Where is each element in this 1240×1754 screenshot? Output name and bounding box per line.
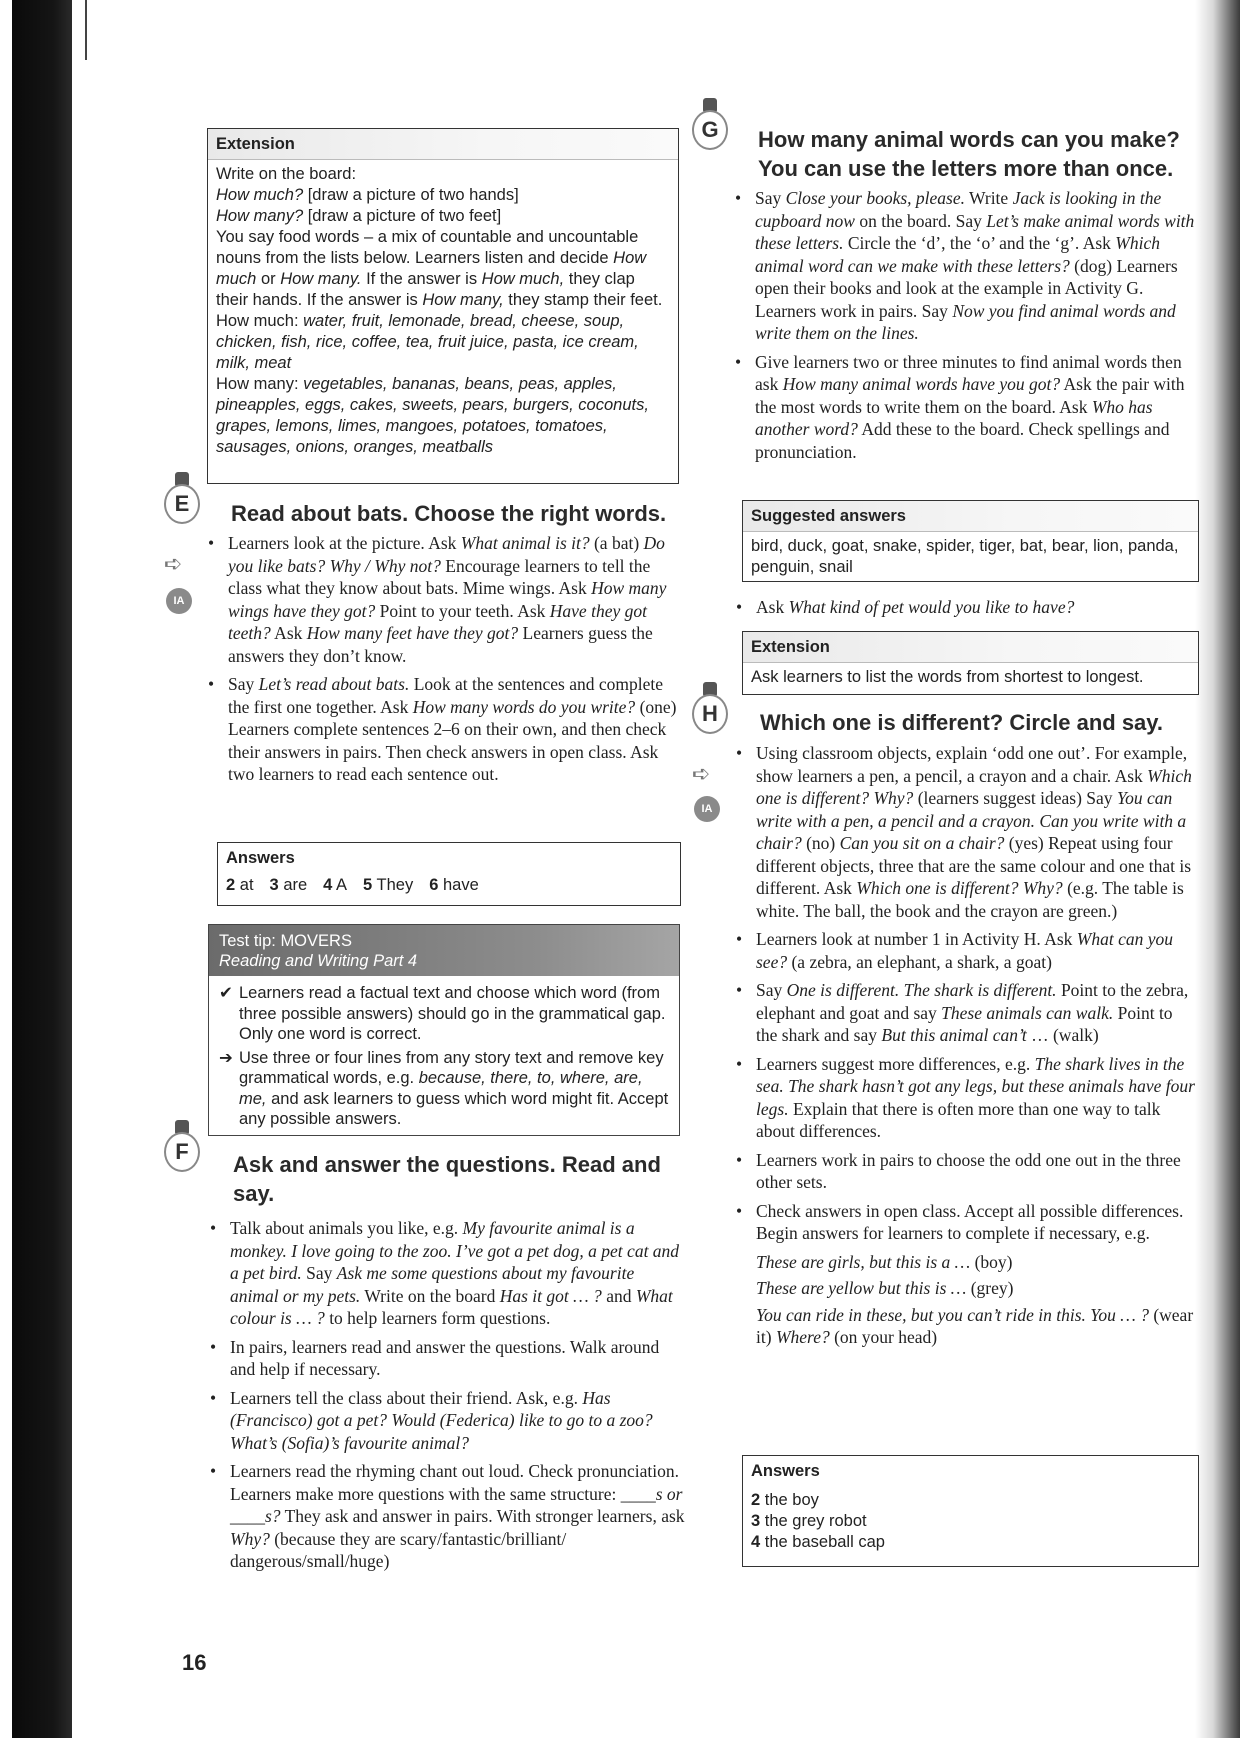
italic-text: Now you find animal words and write them on the lines. xyxy=(755,300,1176,343)
text-run: Give learners two or three minutes to find animal words then ask xyxy=(755,351,1182,394)
text-run: Circle the ‘d’, the ‘o’ and the ‘g’. Ask xyxy=(843,233,1116,253)
answer-item xyxy=(323,876,347,894)
text-run: Point to the zebra, elephant and goat and say xyxy=(756,980,1189,1023)
italic-text: Where? xyxy=(775,1327,830,1347)
page-number: 16 xyxy=(182,1650,207,1675)
extension-2-text: Ask learners to list the words from shortest to longest. xyxy=(751,668,1144,686)
italic-text: Who has another word? xyxy=(755,396,1153,439)
text-run: Look at the sentences and complete the first one together. Ask xyxy=(228,674,663,717)
italic-text: Has (Francisco) got a pet? Would (Federica) like to go to a zoo? What’s (Sofia)’s favourite animal? xyxy=(230,1387,653,1453)
text-run: (dog) Learners open their books and look at the example in Activity G. Learners work in pairs. Say xyxy=(755,255,1178,321)
answers-h-list xyxy=(743,1486,1198,1559)
scan-margin-left xyxy=(0,0,12,1754)
answer-item xyxy=(270,876,308,894)
text-run: Learners look at number 1 in Activity H. Ask xyxy=(756,929,1077,949)
bullet-item xyxy=(734,742,1196,922)
answers-e-title: Answers xyxy=(226,849,295,867)
extension-line xyxy=(216,374,670,458)
lightbulb-icon xyxy=(692,682,728,744)
answer-text: They xyxy=(372,876,414,894)
section-h-bullet-list xyxy=(734,742,1196,1245)
italic-text: What can you see? xyxy=(756,929,1174,972)
bullet-item xyxy=(734,979,1196,1047)
answers-h-box xyxy=(742,1455,1199,1567)
italic-text: ____s or ____s? xyxy=(230,1483,683,1526)
italic-text: Jack is looking in the cupboard now xyxy=(755,188,1162,231)
italic-text: How many, xyxy=(422,291,504,309)
bullet-text xyxy=(756,928,1196,973)
answer-item xyxy=(429,876,479,894)
italic-text: These animals can walk. xyxy=(941,1002,1114,1023)
section-e-heading: Read about bats. Choose the right words. xyxy=(231,501,667,526)
italic-text: These are girls, but this is a … xyxy=(756,1251,975,1272)
checkmark-icon: ✔ xyxy=(219,983,233,1002)
italic-text: Has it got … ? xyxy=(499,1285,602,1306)
italic-text: Which one is different? Why? xyxy=(856,878,1063,898)
answer-item xyxy=(751,1490,1190,1511)
answer-text: have xyxy=(438,876,479,894)
bullet-item xyxy=(208,1460,686,1573)
tip-text xyxy=(239,1049,668,1129)
scan-shadow-right xyxy=(1195,0,1240,1754)
test-tip-box xyxy=(208,924,680,1136)
extension-line xyxy=(216,164,670,185)
arrow-right-icon: ➔ xyxy=(219,1047,233,1067)
text-run: (grey) xyxy=(970,1278,1014,1298)
text-run: (a bat) xyxy=(589,533,644,553)
text-run: (learners suggest ideas) Say xyxy=(913,788,1117,808)
answer-number: 3 xyxy=(751,1512,761,1530)
text-run: and ask learners to guess which word might fit. Accept any possible answers. xyxy=(239,1089,669,1128)
bullet-dot-icon: • xyxy=(736,980,743,1000)
section-h-examples xyxy=(734,1251,1196,1349)
text-run: Point to your teeth. Ask xyxy=(375,600,550,621)
bullet-item xyxy=(734,1149,1196,1194)
extension-box xyxy=(207,128,679,484)
bullet-dot-icon: • xyxy=(210,1461,217,1481)
text-run: to help learners form questions. xyxy=(324,1308,551,1328)
answer-item xyxy=(751,1511,1190,1532)
text-run: Say xyxy=(756,980,787,1000)
answer-text: are xyxy=(278,876,308,894)
answer-number: 4 xyxy=(751,1533,761,1551)
text-run: Learners look at the picture. Ask xyxy=(228,533,461,553)
italic-text: You can write with a pen, a pencil and a crayon. Can you write with a chair? xyxy=(756,788,1187,853)
example-line xyxy=(734,1304,1196,1349)
italic-text: How much? xyxy=(216,186,304,204)
text-run: they stamp their feet. xyxy=(503,291,663,309)
italic-text: Have they got teeth? xyxy=(228,600,647,643)
text-run: Ask xyxy=(756,597,789,617)
bullet-dot-icon: • xyxy=(736,929,743,949)
section-letter-h: H xyxy=(692,694,728,734)
text-run: they clap their hands. If the answer is xyxy=(216,270,635,309)
ia-badge-icon: IA xyxy=(694,796,720,822)
italic-text: Can you sit on a chair? xyxy=(839,833,1005,853)
italic-text: What kind of pet would you like to have? xyxy=(788,597,1075,617)
text-run: Learners suggest more differences, e.g. xyxy=(756,1053,1035,1074)
text-run: Say xyxy=(228,674,259,694)
text-run: (yes) Repeat using four different objects, three that are the same colour and one that is different. Ask xyxy=(756,833,1192,898)
italic-text: The shark lives in the sea. The shark hasn’t got any legs, but these animals have four legs. xyxy=(756,1053,1195,1119)
section-g-bullets xyxy=(733,187,1195,469)
italic-text: Let’s read about bats. xyxy=(258,674,410,694)
example-line xyxy=(734,1277,1196,1300)
bullet-item xyxy=(208,1217,686,1330)
text-run: Check answers in open class. Accept all possible differences. Begin answers for learners to complete if necessary, e.g. xyxy=(756,1200,1184,1243)
tip-text xyxy=(239,984,665,1043)
bullet-dot-icon: • xyxy=(210,1336,217,1357)
text-run: Ask the pair with the most words to write them on the board. Ask xyxy=(755,374,1185,417)
italic-text: How many words do you write? xyxy=(412,696,636,717)
answers-h-title: Answers xyxy=(751,1462,820,1480)
bullet-text xyxy=(756,742,1196,922)
extension-line xyxy=(216,185,670,206)
section-h-bullets xyxy=(734,742,1196,1353)
answer-text: the grey robot xyxy=(760,1512,867,1530)
bullet-dot-icon: • xyxy=(210,1387,217,1408)
bullet-item xyxy=(734,928,1196,973)
bullet-dot-icon: • xyxy=(210,1218,217,1238)
bullet-text xyxy=(756,596,1196,619)
answer-number: 6 xyxy=(429,876,439,894)
suggested-answers-box xyxy=(742,500,1199,582)
answer-number: 4 xyxy=(323,876,333,894)
italic-text: How much xyxy=(216,249,647,288)
answer-text: the baseball cap xyxy=(760,1533,885,1551)
section-letter-g: G xyxy=(692,110,728,150)
answer-text: A xyxy=(332,876,348,894)
text-run: Encourage learners to tell the class what they know about bats. Mime wings. Ask xyxy=(228,555,651,598)
text-run: Write on the board: xyxy=(216,165,357,183)
text-run: [draw a picture of two hands] xyxy=(303,186,519,204)
bullet-item xyxy=(734,1053,1196,1143)
section-g-bullet-pet xyxy=(734,596,1196,625)
bullet-text xyxy=(230,1387,686,1455)
italic-text: But this animal can’t xyxy=(881,1025,1027,1045)
italic-text: What colour is … ? xyxy=(230,1285,673,1328)
extension-body xyxy=(208,160,678,464)
section-e-bullets xyxy=(206,532,684,792)
italic-text: Do you like bats? Why / Why not? xyxy=(228,533,665,576)
text-run: Explain that there is often more than one way to talk about differences. xyxy=(756,1098,1161,1141)
bullet-text xyxy=(230,1336,686,1381)
section-letter-f: F xyxy=(164,1132,200,1172)
text-run: (e.g. The table is white. The ball, the book and the crayon are green.) xyxy=(756,878,1184,921)
text-run: Learners guess the answers they don’t know. xyxy=(228,623,653,666)
section-f-bullets xyxy=(208,1217,686,1579)
italic-text: Let’s make animal words with these letters. xyxy=(755,210,1195,253)
italic-text: You can ride in these, but you can’t ride in this. You … ? xyxy=(756,1304,1149,1325)
bullet-dot-icon: • xyxy=(735,188,742,208)
italic-text: My favourite animal is a monkey. I love going to the zoo. I’ve got a pet dog, a pet cat and a pet bird. xyxy=(230,1218,680,1283)
bullet-dot-icon: • xyxy=(736,1200,743,1221)
arrow-icon: ➪ xyxy=(692,762,711,787)
bullet-text xyxy=(756,979,1196,1047)
bullet-item xyxy=(208,1336,686,1381)
lightbulb-icon xyxy=(164,1120,200,1182)
text-run: Say xyxy=(755,188,786,208)
bullet-dot-icon: • xyxy=(208,674,215,694)
extension-2-box xyxy=(742,631,1199,695)
italic-text: How many animal words have you got? xyxy=(782,374,1061,394)
extension-title: Extension xyxy=(208,129,678,160)
italic-text: What animal is it? xyxy=(460,533,590,553)
text-run: Say xyxy=(301,1263,337,1283)
italic-text: How many. xyxy=(280,270,362,288)
answers-e-list xyxy=(218,873,680,902)
text-run: Write xyxy=(964,188,1013,208)
bullet-item xyxy=(734,596,1196,619)
answer-item xyxy=(226,876,254,894)
bullet-text xyxy=(228,673,684,786)
text-run: They ask and answer in pairs. With stronger learners, ask xyxy=(280,1506,685,1526)
answer-item xyxy=(363,876,413,894)
text-run: Point to the shark and say xyxy=(756,1002,1173,1045)
text-run: Write on the board xyxy=(360,1285,500,1306)
bullet-dot-icon: • xyxy=(208,533,215,553)
bullet-item xyxy=(206,673,684,786)
bullet-text xyxy=(755,187,1195,345)
bullet-item xyxy=(206,532,684,667)
suggested-answers-title: Suggested answers xyxy=(743,501,1198,532)
bullet-dot-icon: • xyxy=(735,351,742,372)
text-run: In pairs, learners read and answer the questions. Walk around and help if necessary. xyxy=(230,1336,660,1379)
text-run: (no) xyxy=(801,833,840,853)
tip-row xyxy=(219,983,669,1045)
bullet-text xyxy=(755,351,1195,464)
suggested-answers-text: bird, duck, goat, snake, spider, tiger, bat, bear, lion, panda, penguin, snail xyxy=(751,537,1179,576)
text-run: Ask xyxy=(270,623,307,643)
bullet-item xyxy=(734,1200,1196,1245)
answer-item xyxy=(751,1532,1190,1553)
italic-text: water, fruit, lemonade, bread, cheese, soup, chicken, fish, rice, coffee, tea, fruit juice, pasta, ice cream, milk, meat xyxy=(216,312,639,372)
extension-line xyxy=(216,311,670,374)
answer-text: the boy xyxy=(760,1491,819,1509)
text-run: How many: xyxy=(216,375,304,393)
lightbulb-icon xyxy=(692,98,728,160)
text-run: Learners tell the class about their friend. Ask, e.g. xyxy=(230,1387,583,1408)
bullet-item xyxy=(733,187,1195,345)
answer-number: 2 xyxy=(751,1491,761,1509)
text-run: (because they are scary/fantastic/brilliant/ dangerous/small/huge) xyxy=(230,1528,567,1571)
bullet-dot-icon: • xyxy=(736,1149,743,1170)
text-run: Using classroom objects, explain ‘odd one out’. For example, show learners a pen, a pencil, a crayon and a chair. Ask xyxy=(756,743,1188,786)
test-tip-subtitle: Reading and Writing Part 4 xyxy=(219,952,418,970)
scan-margin-bottom xyxy=(0,1738,1240,1754)
text-run: You say food words – a mix of countable and uncountable nouns from the lists below. Learners listen and decide xyxy=(216,228,639,267)
bullet-dot-icon: • xyxy=(736,1053,743,1074)
text-run: or xyxy=(256,270,281,288)
section-h-heading: Which one is different? Circle and say. xyxy=(760,710,1164,735)
tip-row xyxy=(219,1048,669,1130)
answer-text: at xyxy=(235,876,254,894)
italic-text: Which animal word can we make with these letters? xyxy=(755,233,1160,276)
example-line xyxy=(734,1251,1196,1274)
text-run: If the answer is xyxy=(361,270,482,288)
lightbulb-icon xyxy=(164,472,200,534)
scan-shadow-left xyxy=(12,0,72,1754)
text-run: Talk about animals you like, e.g. xyxy=(230,1218,463,1238)
bullet-text xyxy=(756,1149,1196,1194)
text-run: Learners work in pairs to choose the odd one out in the three other sets. xyxy=(756,1149,1181,1192)
answer-number: 5 xyxy=(363,876,373,894)
italic-text: How much, xyxy=(481,270,565,288)
italic-text: These are yellow but this is … xyxy=(756,1278,971,1298)
section-f-heading: Ask and answer the questions. Read and say. xyxy=(233,1152,661,1206)
italic-text: because, there, to, where, are, me, xyxy=(239,1069,643,1108)
text-run: (boy) xyxy=(974,1251,1013,1272)
text-run: (one) Learners complete sentences 2–6 on their own, and then check their answers in pairs. Then check answers in open class. Ask two learners to read each sentence out. xyxy=(228,696,677,784)
text-run: Add these to the board. Check spellings and pronunciation. xyxy=(755,419,1170,462)
arrow-icon: ➪ xyxy=(164,552,183,577)
test-tip-body xyxy=(209,976,679,1139)
scan-mark xyxy=(85,0,87,60)
bullet-item xyxy=(733,351,1195,464)
answers-e-box xyxy=(217,842,681,906)
italic-text: How many feet have they got? xyxy=(306,623,519,643)
section-letter-e: E xyxy=(164,484,200,524)
text-run: Use three or four lines from any story text and remove key grammatical words, e.g. xyxy=(239,1048,664,1087)
answer-number: 2 xyxy=(226,876,236,894)
italic-text: vegetables, bananas, beans, peas, apples, pineapples, eggs, cakes, sweets, pears, burgers, coconuts, grapes, lemons, limes, mangoes, potatoes, tomatoes, sausages, onions, oranges, meatballs xyxy=(216,375,649,456)
extension-2-title: Extension xyxy=(743,632,1198,663)
extension-line xyxy=(216,206,670,227)
bullet-text xyxy=(756,1200,1196,1245)
answer-number: 3 xyxy=(269,876,279,894)
bullet-text xyxy=(228,532,684,667)
bullet-text xyxy=(756,1053,1196,1143)
italic-text: Close your books, please. xyxy=(785,188,965,208)
text-run: and xyxy=(601,1285,636,1306)
italic-text: How many? xyxy=(216,207,304,225)
text-run: Learners read the rhyming chant out loud. Check pronunciation. Learners make more questions with the same structure: xyxy=(230,1461,680,1504)
italic-text: How many wings have they got? xyxy=(228,578,667,621)
text-run: (wear it) xyxy=(756,1304,1194,1347)
bullet-item xyxy=(208,1387,686,1455)
text-run: (on your head) xyxy=(829,1327,938,1347)
text-run: (a zebra, an elephant, a shark, a goat) xyxy=(787,951,1052,972)
section-g-heading: How many animal words can you make? You can use the letters more than once. xyxy=(758,127,1180,181)
bullet-dot-icon: • xyxy=(736,597,743,617)
text-run: Learners read a factual text and choose which word (from three possible answers) should go in the grammatical gap. Only one word is correct. xyxy=(239,984,666,1043)
italic-text: Which one is different? Why? xyxy=(756,765,1192,808)
italic-text: Ask me some questions about my favourite animal or my pets. xyxy=(230,1263,635,1306)
text-run: How much: xyxy=(216,312,304,330)
extension-line xyxy=(216,227,670,311)
bullet-dot-icon: • xyxy=(736,743,743,763)
text-run: on the board. Say xyxy=(854,210,987,231)
test-tip-header xyxy=(209,925,679,976)
text-run: [draw a picture of two feet] xyxy=(303,207,502,225)
italic-text: One is different. The shark is different. xyxy=(786,980,1057,1000)
bullet-text xyxy=(230,1460,686,1573)
text-run: … (walk) xyxy=(1026,1025,1099,1045)
italic-text: Why? xyxy=(230,1528,270,1549)
bullet-text xyxy=(230,1217,686,1330)
ia-badge-icon: IA xyxy=(166,588,192,614)
test-tip-title: Test tip: MOVERS xyxy=(219,932,352,950)
